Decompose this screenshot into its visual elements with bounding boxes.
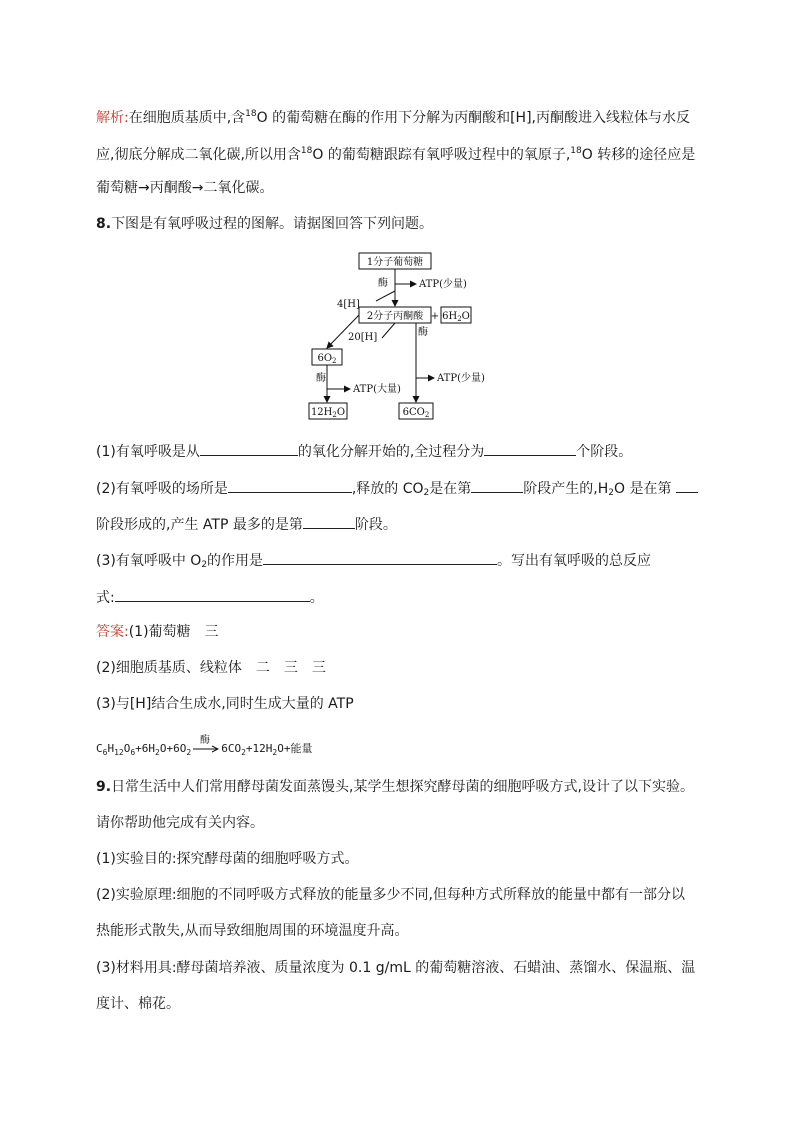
answer-blank[interactable] bbox=[200, 441, 298, 456]
q9-text: (3)材料用具:酵母菌培养液、质量浓度为 0.1 g/mL 的葡萄糖溶液、石蜡油、蒸馏水、保温瓶、温 bbox=[96, 960, 696, 976]
q9-part-2-line-1 bbox=[96, 885, 685, 905]
answer-blank[interactable] bbox=[303, 514, 355, 529]
question-8-stem bbox=[96, 214, 433, 234]
arrow-4h bbox=[376, 291, 395, 301]
q8-text: 式: bbox=[96, 590, 115, 606]
answer-blank[interactable] bbox=[676, 478, 698, 493]
answer-line-3 bbox=[96, 694, 354, 714]
analysis-text: O 的葡萄糖在酶的作用下分解为丙酮酸和[H],丙酮酸进入线粒体与水反 bbox=[256, 110, 690, 126]
answer-text: (2)细胞质基质、线粒体 二 三 三 bbox=[96, 660, 326, 676]
atp-small-2-label: ATP(少量) bbox=[437, 373, 485, 384]
atp-large-label: ATP(大量) bbox=[353, 384, 401, 395]
q8-text: O 是在第 bbox=[614, 481, 672, 497]
analysis-text: 在细胞质基质中,含 bbox=[128, 110, 246, 126]
q8-text: 个阶段。 bbox=[576, 444, 633, 460]
q8-text: 的氧化分解开始的,全过程分为 bbox=[297, 444, 485, 460]
reaction-equation bbox=[96, 739, 312, 763]
answer-blank[interactable] bbox=[484, 441, 576, 456]
analysis-line-3 bbox=[96, 178, 273, 198]
atp-small-1-label: ATP(少量) bbox=[419, 279, 467, 290]
arrow-20h bbox=[382, 323, 395, 338]
plus-sign: + bbox=[430, 311, 440, 322]
q8-part-3-line-2 bbox=[96, 587, 324, 608]
answer-blank[interactable] bbox=[471, 478, 523, 493]
answer-label: 答案: bbox=[96, 624, 129, 640]
analysis-text: O 转移的途径应是 bbox=[581, 147, 696, 163]
q8-part-1 bbox=[96, 441, 632, 462]
question-text: 请你帮助他完成有关内容。 bbox=[96, 815, 264, 831]
subscript: 2 bbox=[201, 560, 208, 570]
box-pyruvate-label: 2分子丙酮酸 bbox=[366, 311, 424, 322]
q8-text: (2)有氧呼吸的场所是 bbox=[96, 481, 228, 497]
q8-part-2-line-2 bbox=[96, 514, 397, 535]
question-number: 9. bbox=[96, 779, 112, 795]
q8-text: 。写出有氧呼吸的总反应 bbox=[497, 553, 652, 569]
analysis-label: 解析: bbox=[96, 110, 129, 126]
enzyme-label-1: 酶 bbox=[378, 278, 388, 289]
equation-enzyme-label: 酶 bbox=[200, 735, 210, 746]
question-text: 日常生活中人们常用酵母菌发面蒸馒头,某学生想探究酵母菌的细胞呼吸方式,设计了以下实验。 bbox=[111, 779, 694, 795]
analysis-line-1 bbox=[96, 104, 690, 128]
q8-text: 阶段。 bbox=[354, 517, 397, 533]
q9-part-2-line-2 bbox=[96, 921, 408, 941]
answer-blank[interactable] bbox=[263, 550, 497, 565]
box-oxygen-label: $6O_2$ bbox=[317, 353, 337, 365]
box-co2-label: $6CO_2$ bbox=[402, 407, 430, 419]
box-12water-label: $12H_2O$ bbox=[310, 407, 346, 419]
answer-blank[interactable] bbox=[115, 587, 310, 602]
q8-text: (1)有氧呼吸是从 bbox=[96, 444, 200, 460]
analysis-line-2 bbox=[96, 141, 695, 165]
q9-text: 度计、棉花。 bbox=[96, 996, 180, 1012]
q8-part-2-line-1 bbox=[96, 478, 698, 503]
answer-text: (1)葡萄糖 三 bbox=[128, 624, 219, 640]
equation-right: $6CO_2+12H_2O+$能量 bbox=[221, 742, 313, 757]
analysis-text: O 的葡萄糖跟踪有氧呼吸过程中的氧原子, bbox=[312, 147, 571, 163]
q8-text: (3)有氧呼吸中 O bbox=[96, 553, 202, 569]
answer-line-1 bbox=[96, 622, 219, 642]
answer-text: (3)与[H]结合生成水,同时生成大量的 ATP bbox=[96, 696, 354, 712]
answer-line-2 bbox=[96, 658, 326, 678]
q8-text: ,释放的 CO bbox=[351, 481, 424, 497]
box-water-label: $6H_2O$ bbox=[442, 311, 470, 323]
question-text: 下图是有氧呼吸过程的图解。请据图回答下列问题。 bbox=[111, 216, 434, 232]
equation-left: $C_6H_{12}O_6+6H_2O+6O_2$ bbox=[96, 742, 192, 757]
enzyme-label-3: 酶 bbox=[316, 373, 326, 384]
enzyme-label-2: 酶 bbox=[418, 327, 428, 338]
q8-text: 阶段产生的,H bbox=[523, 481, 609, 497]
subscript: 2 bbox=[423, 488, 430, 498]
isotope-mark: 18 bbox=[245, 109, 257, 119]
aerobic-respiration-diagram bbox=[300, 246, 500, 424]
q9-text: (1)实验目的:探究酵母菌的细胞呼吸方式。 bbox=[96, 851, 359, 867]
question-9-stem-line-1 bbox=[96, 777, 694, 797]
isotope-mark: 18 bbox=[300, 146, 313, 156]
q8-part-3-line-1 bbox=[96, 550, 651, 575]
q8-text: 。 bbox=[309, 590, 324, 606]
q9-part-3-line-1 bbox=[96, 958, 695, 978]
subscript: 2 bbox=[608, 488, 614, 498]
q8-text: 的作用是 bbox=[207, 553, 264, 569]
question-9-stem-line-2 bbox=[96, 813, 264, 833]
q8-text: 是在第 bbox=[429, 481, 472, 497]
box-glucose-label: 1分子葡萄糖 bbox=[366, 257, 424, 268]
q8-text: 阶段形成的,产生 ATP 最多的是第 bbox=[96, 517, 303, 533]
h20-label: 20[H] bbox=[348, 332, 378, 343]
q9-text: (2)实验原理:细胞的不同呼吸方式释放的能量多少不同,但每种方式所释放的能量中都有一部分以 bbox=[96, 887, 685, 903]
analysis-text: 应,彻底分解成二氧化碳,所以用含 bbox=[96, 147, 301, 163]
h4-label: 4[H] bbox=[337, 299, 360, 310]
question-number: 8. bbox=[96, 216, 112, 232]
q9-part-3-line-2 bbox=[96, 994, 180, 1014]
q9-part-1 bbox=[96, 849, 359, 869]
answer-blank[interactable] bbox=[228, 478, 352, 493]
analysis-text: 葡萄糖→丙酮酸→二氧化碳。 bbox=[96, 180, 274, 196]
isotope-mark: 18 bbox=[570, 146, 582, 156]
q9-text: 热能形式散失,从而导致细胞周围的环境温度升高。 bbox=[96, 923, 409, 939]
